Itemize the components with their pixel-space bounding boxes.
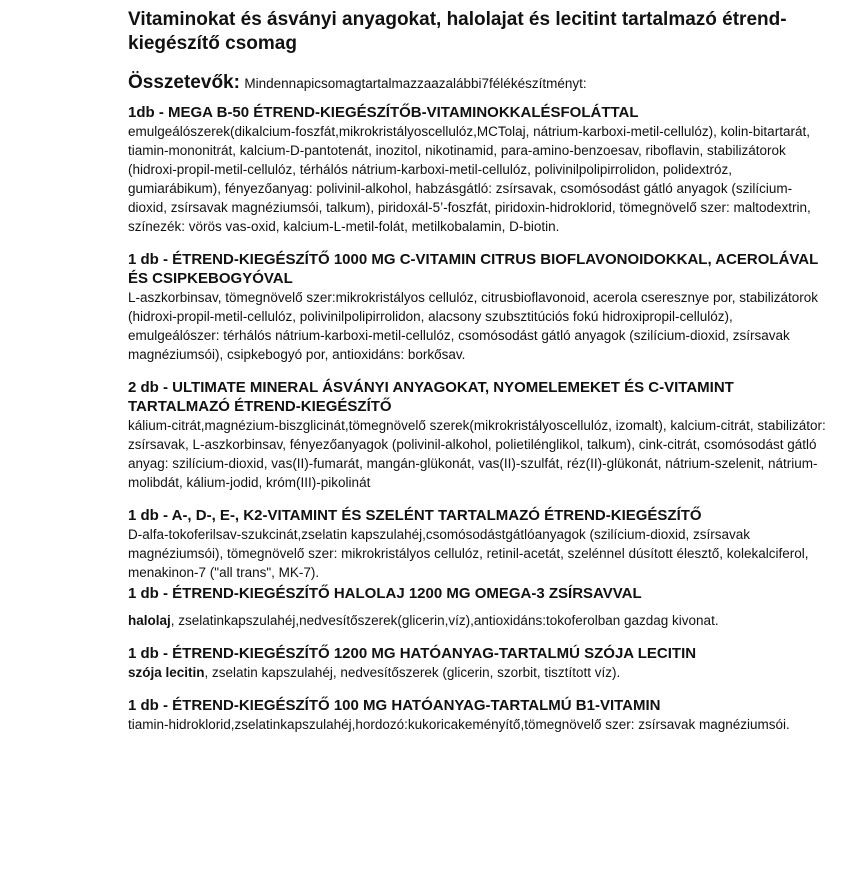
section-heading: 2 db - ULTIMATE MINERAL ÁSVÁNYI ANYAGOKAT, NYOMELEMEKET ÉS C-VITAMINT TARTALMAZÓ ÉTREND-KIEGÉSZÍTŐ — [128, 379, 734, 415]
section-body-text: , zselatin kapszulahéj, nedvesítőszerek (glicerin, szorbit, tisztított víz). — [204, 665, 621, 680]
section-body — [128, 611, 828, 630]
section-heading: 1 db - A-, D-, E-, K2-VITAMINT ÉS SZELÉNT TARTALMAZÓ ÉTREND-KIEGÉSZÍTŐ — [128, 507, 702, 524]
section-body: D-alfa-tokoferilsav-szukcinát,zselatin kapszulahéj,csomósodástgátlóanyagok (szilícium-dioxid, zsírsavak magnéziumsói), tömegnövelő szer: mikrokristályos cellulóz, retinil-acetát, szelénnel dúsított élesztő, kolekalciferol, menakinon-7 ("all trans", MK-7). — [128, 527, 809, 580]
ingredients-intro: Mindennapicsomagtartalmazzaazalábbi7félékészítményt: — [244, 76, 587, 91]
section-body: L-aszkorbinsav, tömegnövelő szer:mikrokristályos cellulóz, citrusbioflavonoid, acerola cseresznye por, stabilizátorok (hidroxi-propil-metil-cellulóz, polivinilpolipirrolidon, alacsony szubsztitúciós fokú hidroxipropil-cellulóz), emulgeálószer: térhálós nátrium-karboxi-metil-cellulóz, csomósodást gátló anyagok (szilícium-dioxid, zsírsavak magnéziumsói), csipkebogyó por, antioxidáns: borkősav. — [128, 290, 819, 362]
section-body: kálium-citrát,magnézium-biszglicinát,tömegnövelő szerek(mikrokristályoscellulóz, izomalt), kalcium-citrát, stabilizátor: zsírsavak, L-aszkorbinsav, fényezőanyagok (polivinil-alkohol, polietilénglikol, talkum), cink-citrát, csomósodást gátló anyag: szilícium-dioxid, vas(II)-fumarát, mangán-glükonát, vas(II)-szulfát, réz(II)-glükonát, nátrium-szelenit, nátrium-molibdát, kálium-jodid, króm(III)-pikolinát — [128, 418, 826, 490]
section-heading: 1 db - ÉTREND-KIEGÉSZÍTŐ HALOLAJ 1200 MG OMEGA-3 ZSÍRSAVVAL — [128, 585, 642, 602]
section-ade-k2 — [128, 506, 828, 582]
section-halolaj — [128, 584, 828, 630]
section-c-vitamin — [128, 250, 828, 364]
section-heading: 1db - MEGA B-50 ÉTREND-KIEGÉSZÍTŐB-VITAMINOKKALÉSFOLÁTTAL — [128, 104, 639, 121]
section-body-bold: szója lecitin — [128, 665, 205, 680]
section-body: emulgeálószerek(dikalcium-foszfát,mikrokristályoscellulóz,MCTolaj, nátrium-karboxi-metil-cellulóz), kolin-bitartarát, tiamin-mononitrát, kalcium-D-pantotenát, inozitol, nikotinamid, para-amino-benzoesav, riboflavin, stabilizátorok (hidroxi-propil-metil-cellulóz, térhálós nátrium-karboxi-metil-cellulóz, polivinilpolipirrolidon, polidextróz, gumiarábikum), fényezőanyag: polivinil-alkohol, habzásgátló: zsírsavak, csomósodást gátló anyagok (szilícium-dioxid, zsírsavak magnéziumsói, talkum), piridoxál-5’-foszfát, piridoxin-hidroklorid, tömegnövelő szer: maltodextrin, színezék: vörös vas-oxid, kalcium-L-metil-folát, metilkobalamin, D-biotin. — [128, 124, 811, 234]
ingredients-line — [128, 72, 828, 95]
section-szoja-lecitin — [128, 644, 828, 682]
section-body-bold: halolaj — [128, 613, 171, 628]
section-heading: 1 db - ÉTREND-KIEGÉSZÍTŐ 100 MG HATÓANYAG-TARTALMÚ B1-VITAMIN — [128, 697, 661, 714]
document-page — [128, 8, 828, 734]
section-heading: 1 db - ÉTREND-KIEGÉSZÍTŐ 1000 MG C-VITAMIN CITRUS BIOFLAVONOIDOKKAL, ACEROLÁVAL ÉS CSIPKEBOGYÓVAL — [128, 251, 819, 287]
section-body-text: , zselatinkapszulahéj,nedvesítőszerek(glicerin,víz),antioxidáns:tokoferolban gazdag kivonat. — [170, 613, 719, 628]
section-ultimate-mineral — [128, 378, 828, 492]
section-mega-b50 — [128, 103, 828, 236]
section-b1-vitamin — [128, 696, 828, 734]
section-body — [128, 663, 828, 682]
ingredients-label: Összetevők: — [128, 72, 240, 93]
section-heading: 1 db - ÉTREND-KIEGÉSZÍTŐ 1200 MG HATÓANYAG-TARTALMÚ SZÓJA LECITIN — [128, 645, 697, 662]
section-body: tiamin-hidroklorid,zselatinkapszulahéj,hordozó:kukoricakeményítő,tömegnövelő szer: zsírsavak magnéziumsói. — [128, 717, 790, 732]
document-title: Vitaminokat és ásványi anyagokat, halolajat és lecitint tartalmazó étrend-kiegészítő csomag — [128, 9, 787, 54]
